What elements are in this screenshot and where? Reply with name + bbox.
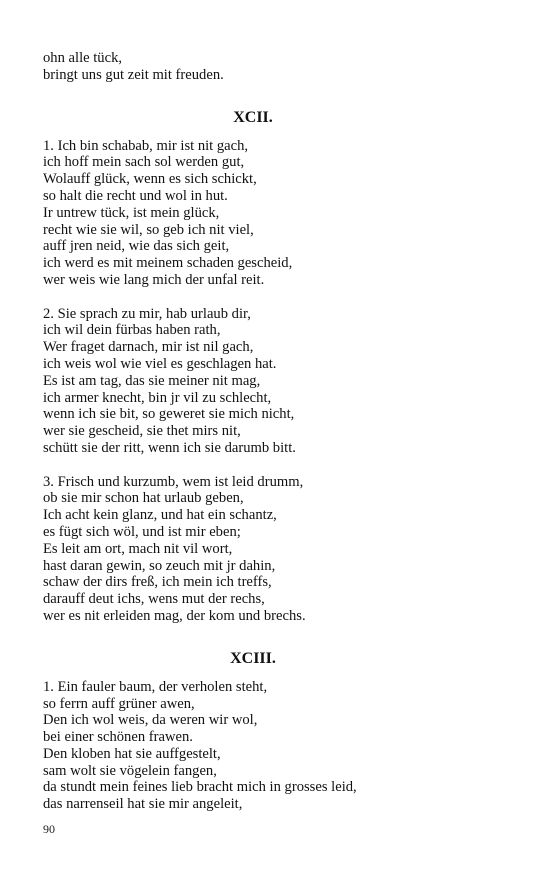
stanza: [43, 679, 523, 813]
verse-line: ich hoff mein sach sol werden gut,: [43, 154, 245, 171]
stanza: [43, 138, 523, 289]
verse-line: Ich acht kein glanz, und hat ein schantz,: [43, 507, 277, 524]
verse-line: hast daran gewin, so zeuch mit jr dahin,: [43, 557, 276, 574]
verse-line: ohn alle tück,: [43, 50, 123, 66]
verse-line: 2. Sie sprach zu mir, hab urlaub dir,: [43, 305, 251, 322]
verse-line: ich werd es mit meinem schaden gescheid,: [43, 255, 293, 272]
page-body: [43, 50, 523, 813]
verse-line: wer es nit erleiden mag, der kom und brechs.: [43, 607, 306, 624]
verse-line: ich wil dein fürbas haben rath,: [43, 322, 221, 339]
verse-line: da stundt mein feines lieb bracht mich in grosses leid,: [43, 779, 357, 796]
verse-line: 3. Frisch und kurzumb, wem ist leid drumm,: [43, 473, 304, 490]
verse-line: so ferrn auff grüner awen,: [43, 695, 195, 712]
intro-stanza: [43, 50, 523, 84]
verse-line: das narrenseil hat sie mir angeleit,: [43, 796, 243, 813]
verse-line: Es leit am ort, mach nit vil wort,: [43, 540, 233, 557]
verse-line: Den ich wol weis, da weren wir wol,: [43, 712, 258, 729]
verse-line: Den kloben hat sie auffgestelt,: [43, 745, 221, 762]
verse-line: sam wolt sie vögelein fangen,: [43, 762, 217, 779]
section-heading: XCIII.: [230, 649, 276, 667]
verse-line: 1. Ich bin schabab, mir ist nit gach,: [43, 137, 249, 154]
verse-line: ob sie mir schon hat urlaub geben,: [43, 490, 244, 507]
verse-line: bei einer schönen frawen.: [43, 729, 193, 746]
verse-line: ich weis wol wie viel es geschlagen hat.: [43, 355, 277, 372]
stanza: [43, 306, 523, 457]
verse-line: 1. Ein fauler baum, der verholen steht,: [43, 678, 268, 695]
verse-line: schaw der dirs freß, ich mein ich treffs,: [43, 574, 272, 591]
verse-line: Es ist am tag, das sie meiner nit mag,: [43, 372, 261, 389]
verse-line: auff jren neid, wie das sich geit,: [43, 238, 230, 255]
verse-line: schütt sie der ritt, wenn ich sie darumb bitt.: [43, 439, 296, 456]
verse-line: so halt die recht und wol in hut.: [43, 187, 228, 204]
page-number: 90: [43, 822, 55, 836]
verse-line: Wolauff glück, wenn es sich schickt,: [43, 171, 257, 188]
verse-line: darauff deut ichs, wens mut der rechs,: [43, 591, 265, 608]
verse-line: ich armer knecht, bin jr vil zu schlecht,: [43, 389, 272, 406]
verse-line: es fügt sich wöl, und ist mir eben;: [43, 523, 241, 540]
verse-line: wer sie gescheid, sie thet mirs nit,: [43, 423, 241, 440]
verse-line: wenn ich sie bit, so geweret sie mich nicht,: [43, 406, 295, 423]
verse-line: bringt uns gut zeit mit freuden.: [43, 66, 224, 83]
verse-line: wer weis wie lang mich der unfal reit.: [43, 271, 265, 288]
verse-line: Wer fraget darnach, mir ist nil gach,: [43, 339, 254, 356]
verse-line: Ir untrew tück, ist mein glück,: [43, 204, 220, 221]
stanza: [43, 474, 523, 625]
verse-line: recht wie sie wil, so geb ich nit viel,: [43, 221, 254, 238]
section-heading: XCII.: [233, 108, 273, 126]
